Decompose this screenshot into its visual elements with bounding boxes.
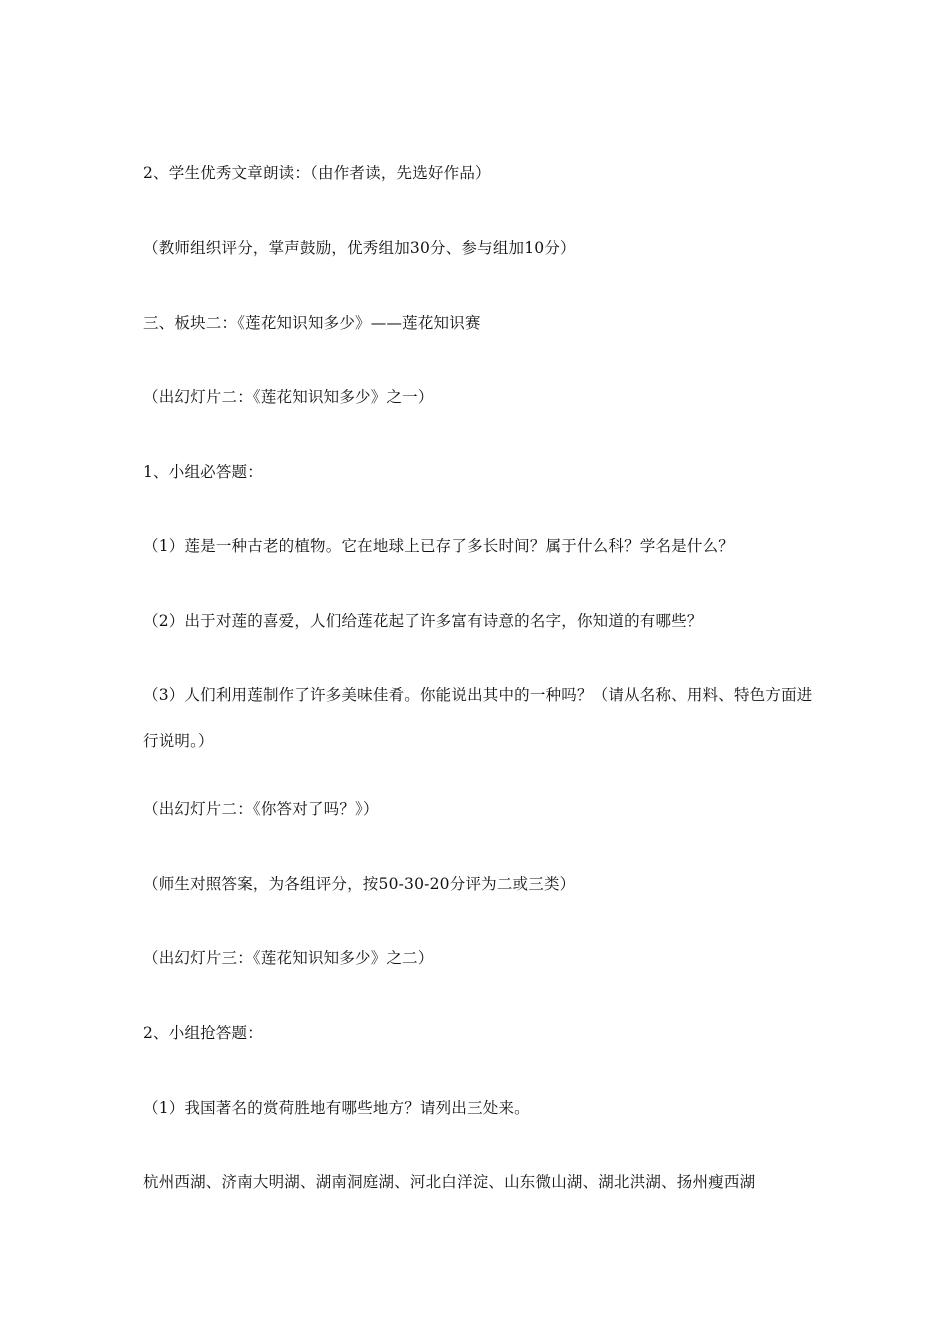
question-3: （3）人们利用莲制作了许多美味佳肴。你能说出其中的一种吗？（请从名称、用料、特色方面进行说明。）	[143, 686, 813, 750]
question-2: （2）出于对莲的喜爱，人们给莲花起了许多富有诗意的名字，你知道的有哪些？	[143, 612, 703, 630]
paragraph-slide-three-part-two: （出幻灯片三：《莲花知识知多少》之二）	[143, 949, 434, 967]
paragraph-lotus-sites: 杭州西湖、济南大明湖、湖南洞庭湖、河北白洋淀、山东微山湖、湖北洪湖、扬州瘦西湖	[143, 1173, 756, 1191]
paragraph-answer-scoring: （师生对照答案，为各组评分，按50-30-20分评为二或三类）	[143, 875, 576, 893]
paragraph-student-reading: 2、学生优秀文章朗读：（由作者读，先选好作品）	[143, 164, 491, 182]
question-1: （1）莲是一种古老的植物。它在地球上已存了多长时间？属于什么科？学名是什么？	[143, 537, 734, 555]
paragraph-required-questions: 1、小组必答题：	[143, 463, 263, 481]
section-heading-block-two: 三、板块二：《莲花知识知多少》——莲花知识赛	[143, 314, 481, 332]
paragraph-slide-answers: （出幻灯片二：《你答对了吗？》）	[143, 800, 379, 818]
paragraph-slide-two-part-one: （出幻灯片二：《莲花知识知多少》之一）	[143, 388, 434, 406]
paragraph-quick-answer: 2、小组抢答题：	[143, 1024, 263, 1042]
paragraph-teacher-scoring: （教师组织评分，掌声鼓励，优秀组加30分、参与组加10分）	[143, 239, 576, 257]
quick-question-1: （1）我国著名的赏荷胜地有哪些地方？请列出三处来。	[143, 1099, 530, 1117]
